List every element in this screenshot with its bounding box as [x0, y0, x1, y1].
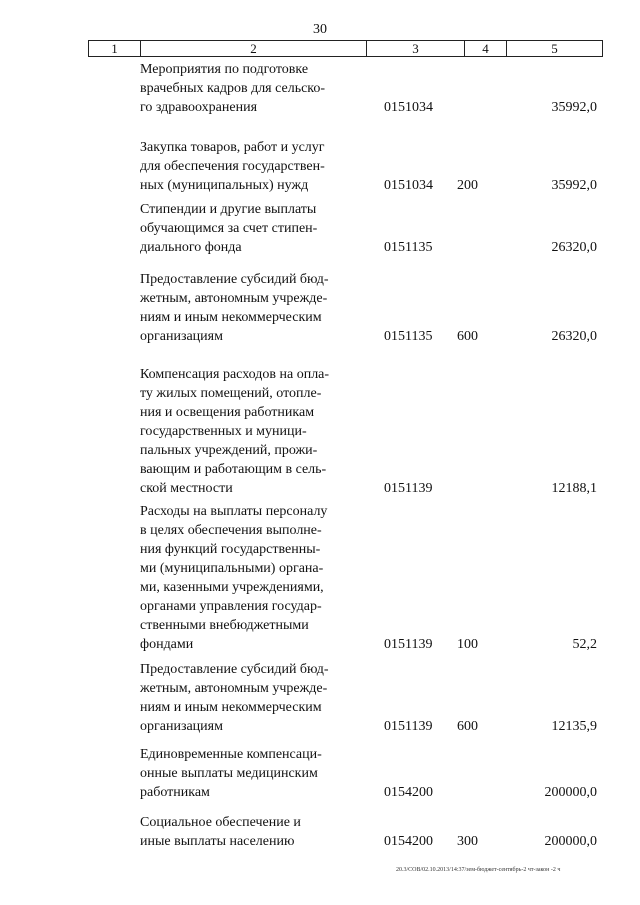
amount-value: 26320,0 [551, 329, 597, 344]
column-header-5: 5 [507, 41, 603, 57]
amount-value: 26320,0 [551, 240, 597, 255]
target-article-code: 0151139 [384, 481, 433, 496]
expense-type-code: 300 [457, 834, 478, 849]
description-line: ственными внебюджетными [140, 618, 309, 633]
description-line: фондами [140, 637, 194, 652]
table-row [0, 365, 640, 498]
row-description [140, 60, 348, 117]
table-row [0, 270, 640, 346]
description-line: Социальное обеспечение и [140, 815, 301, 830]
description-line: для обеспечения государствен- [140, 159, 325, 174]
description-line: Мероприятия по подготовке [140, 62, 309, 77]
description-line: Единовременные компенсаци- [140, 747, 322, 762]
description-line: обучающимся за счет стипен- [140, 221, 318, 236]
description-line: врачебных кадров для сельско- [140, 81, 326, 96]
row-description [140, 813, 348, 851]
description-line: организациям [140, 329, 223, 344]
description-line: ской местности [140, 481, 233, 496]
description-line: го здравоохранения [140, 100, 258, 115]
description-line: ми, казенными учреждениями, [140, 580, 324, 595]
target-article-code: 0151135 [384, 240, 433, 255]
expense-type-code: 100 [457, 637, 478, 652]
column-header-3: 3 [367, 41, 465, 57]
amount-value: 35992,0 [551, 178, 597, 193]
column-header-4: 4 [465, 41, 507, 57]
description-line: онные выплаты медицинским [140, 766, 318, 781]
description-line: ния функций государственны- [140, 542, 321, 557]
table-row [0, 200, 640, 257]
description-line: Стипендии и другие выплаты [140, 202, 317, 217]
footer-file-reference: 20.3/СОВ/02.10.2013/14:37/зем-бюджет-сентябрь-2 чт-закон -2 ч [396, 867, 561, 873]
target-article-code: 0151034 [384, 178, 433, 193]
column-header-1: 1 [89, 41, 141, 57]
row-description [140, 365, 348, 498]
description-line: Расходы на выплаты персоналу [140, 504, 328, 519]
row-description [140, 270, 348, 346]
description-line: пальных учреждений, прожи- [140, 443, 318, 458]
description-line: ниям и иным некоммерческим [140, 700, 322, 715]
row-description [140, 502, 348, 654]
amount-value: 35992,0 [551, 100, 597, 115]
amount-value: 52,2 [572, 637, 597, 652]
description-line: в целях обеспечения выполне- [140, 523, 322, 538]
amount-value: 200000,0 [544, 834, 597, 849]
row-description [140, 200, 348, 257]
table-row [0, 660, 640, 736]
table-row [0, 745, 640, 802]
amount-value: 200000,0 [544, 785, 597, 800]
description-line: государственных и муници- [140, 424, 307, 439]
description-line: Компенсация расходов на опла- [140, 367, 330, 382]
description-line: ту жилых помещений, отопле- [140, 386, 322, 401]
description-line: ных (муниципальных) нужд [140, 178, 309, 193]
row-description [140, 745, 348, 802]
target-article-code: 0151135 [384, 329, 433, 344]
description-line: жетным, автономным учрежде- [140, 681, 328, 696]
page-number: 30 [313, 22, 327, 37]
description-line: иные выплаты населению [140, 834, 295, 849]
description-line: органами управления государ- [140, 599, 322, 614]
column-header-2: 2 [141, 41, 367, 57]
description-line: вающим и работающим в сель- [140, 462, 327, 477]
description-line: организациям [140, 719, 223, 734]
target-article-code: 0151034 [384, 100, 433, 115]
description-line: Закупка товаров, работ и услуг [140, 140, 325, 155]
target-article-code: 0154200 [384, 785, 433, 800]
table-row [0, 60, 640, 117]
row-description [140, 660, 348, 736]
target-article-code: 0151139 [384, 719, 433, 734]
target-article-code: 0154200 [384, 834, 433, 849]
description-line: жетным, автономным учрежде- [140, 291, 328, 306]
description-line: Предоставление субсидий бюд- [140, 662, 329, 677]
description-line: ния и освещения работникам [140, 405, 315, 420]
expense-type-code: 200 [457, 178, 478, 193]
row-description [140, 138, 348, 195]
table-row [0, 813, 640, 851]
expense-type-code: 600 [457, 329, 478, 344]
target-article-code: 0151139 [384, 637, 433, 652]
description-line: диального фонда [140, 240, 242, 255]
table-row [0, 138, 640, 195]
description-line: ми (муниципальными) органа- [140, 561, 324, 576]
description-line: Предоставление субсидий бюд- [140, 272, 329, 287]
description-line: ниям и иным некоммерческим [140, 310, 322, 325]
table-row [0, 502, 640, 654]
column-header-table [88, 40, 603, 57]
expense-type-code: 600 [457, 719, 478, 734]
amount-value: 12188,1 [551, 481, 597, 496]
description-line: работникам [140, 785, 210, 800]
amount-value: 12135,9 [551, 719, 597, 734]
